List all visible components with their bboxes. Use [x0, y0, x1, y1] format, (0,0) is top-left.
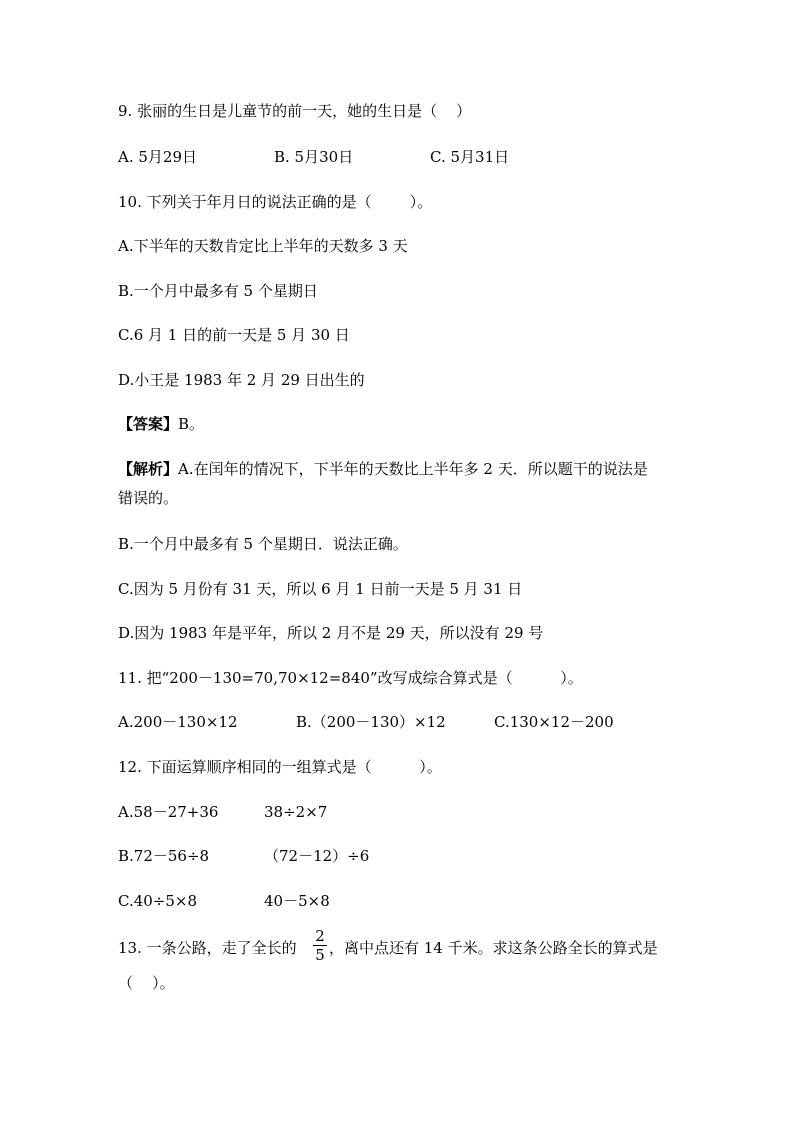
q10-analysis-line-4: C.因为 5 月份有 31 天，所以 6 月 1 日前一天是 5 月 31 日	[118, 580, 523, 598]
q10-analysis-line-5: D.因为 1983 年是平年，所以 2 月不是 29 天，所以没有 29 号	[118, 624, 544, 642]
analysis-text-1: A.在闰年的情况下，下半年的天数比上半年多 2 天．所以题干的说法是	[178, 460, 648, 478]
q10-option-b: B.一个月中最多有 5 个星期日	[118, 282, 318, 300]
q12-row-c-right: 40－5×8	[264, 892, 330, 910]
answer-text: B。	[178, 415, 205, 433]
q12-row-b-left: B.72－56÷8	[118, 847, 210, 865]
q11-option-a: A.200－130×12	[118, 713, 238, 731]
fraction-numerator: 2	[315, 927, 325, 945]
q10-stem: 10. 下列关于年月日的说法正确的是（ ）。	[118, 193, 433, 211]
analysis-label: 【解析】	[118, 460, 179, 478]
q10-analysis-line-1	[118, 459, 648, 479]
q9-stem: 9. 张丽的生日是儿童节的前一天，她的生日是（ ）	[118, 102, 472, 120]
q9-option-b: B. 5月30日	[274, 148, 354, 166]
q12-row-c-left: C.40÷5×8	[118, 892, 198, 910]
q10-answer	[118, 414, 204, 434]
q12-row-a-right: 38÷2×7	[264, 803, 328, 821]
q12-stem: 12. 下面运算顺序相同的一组算式是（ ）。	[118, 758, 442, 776]
fraction-denominator: 5	[315, 946, 325, 964]
q13-stem-before: 13. 一条公路，走了全长的	[118, 939, 297, 957]
q10-analysis-line-3: B.一个月中最多有 5 个星期日．说法正确。	[118, 535, 408, 553]
answer-label: 【答案】	[118, 415, 179, 433]
q11-option-c: C.130×12－200	[494, 713, 614, 731]
q10-analysis-line-2: 错误的。	[118, 489, 179, 507]
q13-fraction	[313, 928, 327, 963]
q11-option-b: B.（200－130）×12	[296, 713, 446, 731]
q9-option-a: A. 5月29日	[118, 148, 197, 166]
q10-option-d: D.小王是 1983 年 2 月 29 日出生的	[118, 371, 365, 389]
q10-option-c: C.6 月 1 日的前一天是 5 月 30 日	[118, 326, 350, 344]
q9-option-c: C. 5月31日	[430, 148, 510, 166]
q13-stem-after: ，离中点还有 14 千米。求这条公路全长的算式是	[329, 939, 658, 957]
q10-option-a: A.下半年的天数肯定比上半年的天数多 3 天	[118, 237, 408, 255]
q13-stem-line-2: （ ）。	[118, 974, 175, 992]
q12-row-b-right: （72－12）÷6	[264, 847, 370, 865]
q11-stem: 11. 把“200－130=70,70×12=840”改写成综合算式是（ ）。	[118, 669, 583, 687]
q12-row-a-left: A.58－27+36	[118, 803, 219, 821]
